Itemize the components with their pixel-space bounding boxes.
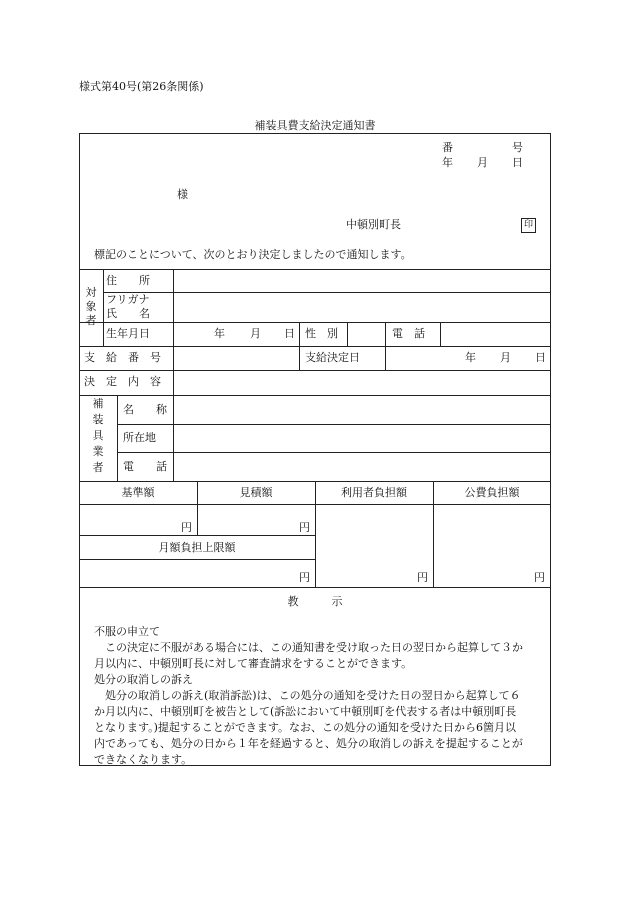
instruction-heading: 教 示 xyxy=(287,595,343,608)
rule xyxy=(117,452,551,453)
decision-date-label: 支給決定日 xyxy=(305,351,360,364)
birth-month: 月 xyxy=(250,327,261,340)
amount-header-estimate: 見積額 xyxy=(239,486,273,499)
yen-unit-standard: 円 xyxy=(181,521,192,534)
birthdate-label: 生年月日 xyxy=(106,327,150,340)
decision-year: 年 xyxy=(465,351,476,364)
rule xyxy=(79,322,551,323)
furigana-label: フリガナ xyxy=(106,293,150,306)
amount-header-public-burden: 公費負担額 xyxy=(464,486,520,499)
vendor-name-label: 名 称 xyxy=(123,403,167,416)
decision-content-label: 決 定 内 容 xyxy=(84,375,161,388)
rule xyxy=(385,322,386,370)
rule xyxy=(79,346,551,347)
rule xyxy=(347,322,348,346)
vendor-location-label: 所在地 xyxy=(123,431,156,444)
rule xyxy=(79,370,551,371)
rule xyxy=(103,292,551,293)
vendor-group-label-5: 者 xyxy=(92,461,104,474)
rule xyxy=(103,269,104,346)
rule xyxy=(79,587,551,588)
vendor-group-label-2: 装 xyxy=(92,413,104,426)
subject-group-label-2: 象 xyxy=(85,300,97,313)
address-label: 住 所 xyxy=(106,274,150,287)
number-prefix: 番 xyxy=(442,141,453,154)
instruction-line: 処分の取消しの訴え(取消訴訟)は、この処分の通知を受けた日の翌日から起算して６ xyxy=(94,689,521,702)
amount-header-user-burden: 利用者負担額 xyxy=(341,486,407,499)
birth-year: 年 xyxy=(214,327,225,340)
rule xyxy=(79,395,551,396)
instruction-line: か月以内に、中頓別町を被告として(訴訟において中頓別町を代表する者は中頓別町長 xyxy=(94,705,517,718)
instruction-line: 内であっても、処分の日から１年を経過すると、処分の取消しの訴えを提起することが xyxy=(94,737,523,750)
rule xyxy=(79,559,315,560)
name-label: 氏 名 xyxy=(106,307,150,320)
rule xyxy=(173,269,174,395)
issuer-name: 中頓別町長 xyxy=(346,218,401,231)
vendor-phone-label: 電 話 xyxy=(123,460,167,473)
vendor-group-label-1: 補 xyxy=(92,397,104,410)
decision-day: 日 xyxy=(535,351,546,364)
instruction-line: 処分の取消しの訴え xyxy=(94,673,193,686)
yen-unit-monthly-limit: 円 xyxy=(299,571,310,584)
rule xyxy=(173,395,174,481)
monthly-limit-label: 月額負担上限額 xyxy=(158,541,236,554)
amount-header-standard: 基準額 xyxy=(121,486,155,499)
instruction-line: この決定に不服がある場合には、この通知書を受け取った日の翌日から起算して３か xyxy=(94,641,523,654)
rule xyxy=(79,269,551,270)
yen-unit-estimate: 円 xyxy=(299,521,310,534)
number-suffix: 号 xyxy=(512,141,523,154)
subject-group-label-1: 対 xyxy=(85,286,97,299)
instruction-line: 月以内に、中頓別町長に対して審査請求をすることができます。 xyxy=(94,657,413,670)
rule xyxy=(117,395,118,481)
subject-group-label-3: 者 xyxy=(85,314,97,327)
instruction-line: となります。)提起することができます。なお、この処分の通知を受けた日から6箇月以 xyxy=(94,721,517,734)
date-year: 年 xyxy=(442,156,453,169)
gender-label: 性 別 xyxy=(305,327,338,340)
yen-unit-public-burden: 円 xyxy=(534,571,545,584)
phone-label: 電 話 xyxy=(392,327,425,340)
date-month: 月 xyxy=(477,156,488,169)
seal-mark: 印 xyxy=(521,218,536,233)
form-id: 様式第40号(第26条関係) xyxy=(79,80,204,93)
vendor-group-label-3: 具 xyxy=(92,429,104,442)
birth-day: 日 xyxy=(284,327,295,340)
rule xyxy=(299,322,300,370)
decision-month: 月 xyxy=(500,351,511,364)
document-title: 補装具費支給決定通知書 xyxy=(254,119,376,132)
benefit-number-label: 支 給 番 号 xyxy=(84,351,161,364)
vendor-group-label-4: 業 xyxy=(92,445,104,458)
instruction-line: 不服の申立て xyxy=(94,625,160,638)
addressee-honorific: 様 xyxy=(177,188,188,201)
rule xyxy=(79,535,315,536)
rule xyxy=(117,424,551,425)
date-day: 日 xyxy=(512,156,523,169)
intro-text: 標記のことについて、次のとおり決定しましたので通知します。 xyxy=(94,248,412,261)
yen-unit-user-burden: 円 xyxy=(417,571,428,584)
instruction-line: できなくなります。 xyxy=(94,753,193,766)
rule xyxy=(440,322,441,346)
